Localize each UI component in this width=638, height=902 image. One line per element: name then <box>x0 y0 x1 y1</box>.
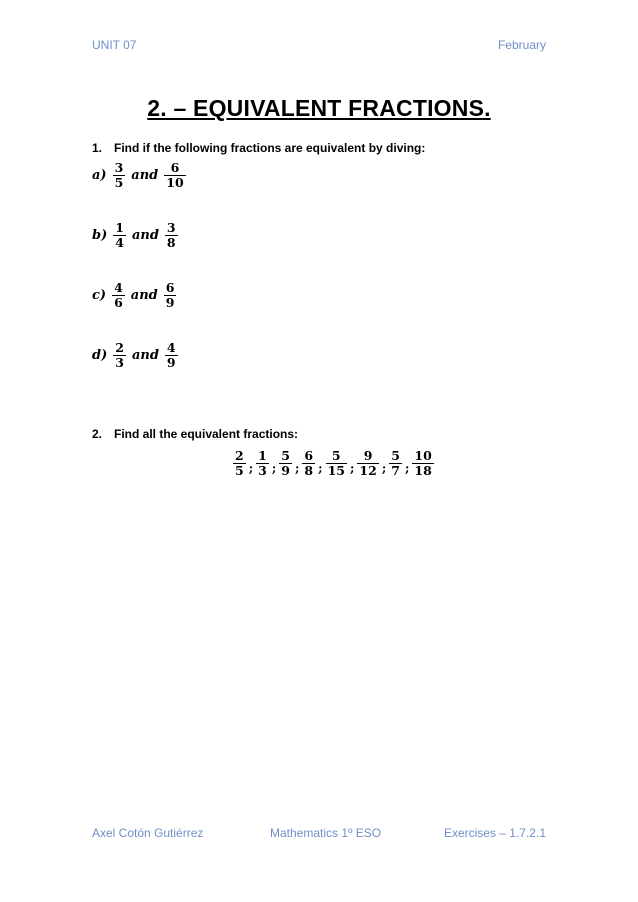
numerator: 1 <box>258 448 267 463</box>
page-title: 2. – EQUIVALENT FRACTIONS. <box>147 95 491 121</box>
connector: and <box>131 168 159 183</box>
denominator: 15 <box>327 463 345 478</box>
numerator: 3 <box>114 160 124 175</box>
denominator: 8 <box>304 463 314 478</box>
denominator: 9 <box>166 355 176 370</box>
footer-subject: Mathematics 1º ESO <box>270 826 382 840</box>
exercise-letter: a) <box>92 168 107 183</box>
question-1 <box>92 141 425 155</box>
connector: and <box>131 228 159 243</box>
fraction <box>113 221 126 250</box>
separator: ; <box>349 460 355 475</box>
separator: ; <box>248 460 254 475</box>
numerator: 10 <box>414 448 432 463</box>
denominator: 5 <box>114 175 124 190</box>
fraction-list <box>233 449 434 478</box>
numerator: 2 <box>115 340 124 355</box>
denominator: 18 <box>414 463 432 478</box>
question-2-text: Find all the equivalent fractions: <box>114 427 299 441</box>
denominator: 3 <box>258 463 267 478</box>
denominator: 12 <box>359 463 377 478</box>
fraction <box>233 449 246 478</box>
numerator: 6 <box>304 448 314 463</box>
numerator: 6 <box>165 280 175 295</box>
header-month: February <box>497 38 546 52</box>
question-2 <box>92 427 298 441</box>
numerator: 3 <box>166 220 176 235</box>
fraction <box>412 449 433 478</box>
separator: ; <box>404 460 410 475</box>
question-1-number: 1. <box>92 141 103 155</box>
fraction <box>165 341 178 370</box>
fraction <box>113 161 126 190</box>
denominator: 8 <box>166 235 176 250</box>
fraction <box>326 449 347 478</box>
numerator: 4 <box>166 340 176 355</box>
connector: and <box>130 288 158 303</box>
fraction <box>389 449 402 478</box>
separator: ; <box>381 460 387 475</box>
fraction <box>164 281 177 310</box>
denominator: 3 <box>115 355 124 370</box>
fraction <box>256 449 269 478</box>
numerator: 9 <box>363 448 373 463</box>
footer-author: Axel Cotón Gutiérrez <box>92 826 204 840</box>
exercise-letter: d) <box>92 348 108 363</box>
separator: ; <box>318 460 323 475</box>
fraction <box>164 161 185 190</box>
separator: ; <box>294 460 300 475</box>
numerator: 2 <box>235 448 244 463</box>
footer-exercise-code: Exercises – 1.7.2.1 <box>443 826 546 840</box>
denominator: 5 <box>235 463 244 478</box>
fraction <box>279 449 292 478</box>
denominator: 10 <box>166 175 184 190</box>
denominator: 9 <box>281 463 290 478</box>
question-1-text: Find if the following fractions are equivalent by diving: <box>114 141 426 155</box>
fraction <box>357 449 378 478</box>
separator: ; <box>271 460 277 475</box>
header-unit: UNIT 07 <box>92 38 137 52</box>
numerator: 6 <box>170 160 180 175</box>
exercise-b <box>92 221 178 250</box>
numerator: 5 <box>391 448 400 463</box>
fraction <box>165 221 178 250</box>
denominator: 9 <box>165 295 175 310</box>
exercise-c <box>92 281 176 310</box>
denominator: 4 <box>115 235 124 250</box>
exercise-d <box>92 341 178 370</box>
exercise-a <box>92 161 186 190</box>
numerator: 5 <box>281 448 290 463</box>
exercise-letter: b) <box>92 228 108 243</box>
connector: and <box>131 348 159 363</box>
numerator: 1 <box>115 220 124 235</box>
denominator: 6 <box>114 295 123 310</box>
question-2-number: 2. <box>92 427 103 441</box>
numerator: 5 <box>331 448 341 463</box>
denominator: 7 <box>391 463 400 478</box>
fraction <box>113 341 126 370</box>
exercise-letter: c) <box>92 288 107 303</box>
fraction <box>112 281 125 310</box>
numerator: 4 <box>114 280 123 295</box>
fraction <box>302 449 315 478</box>
